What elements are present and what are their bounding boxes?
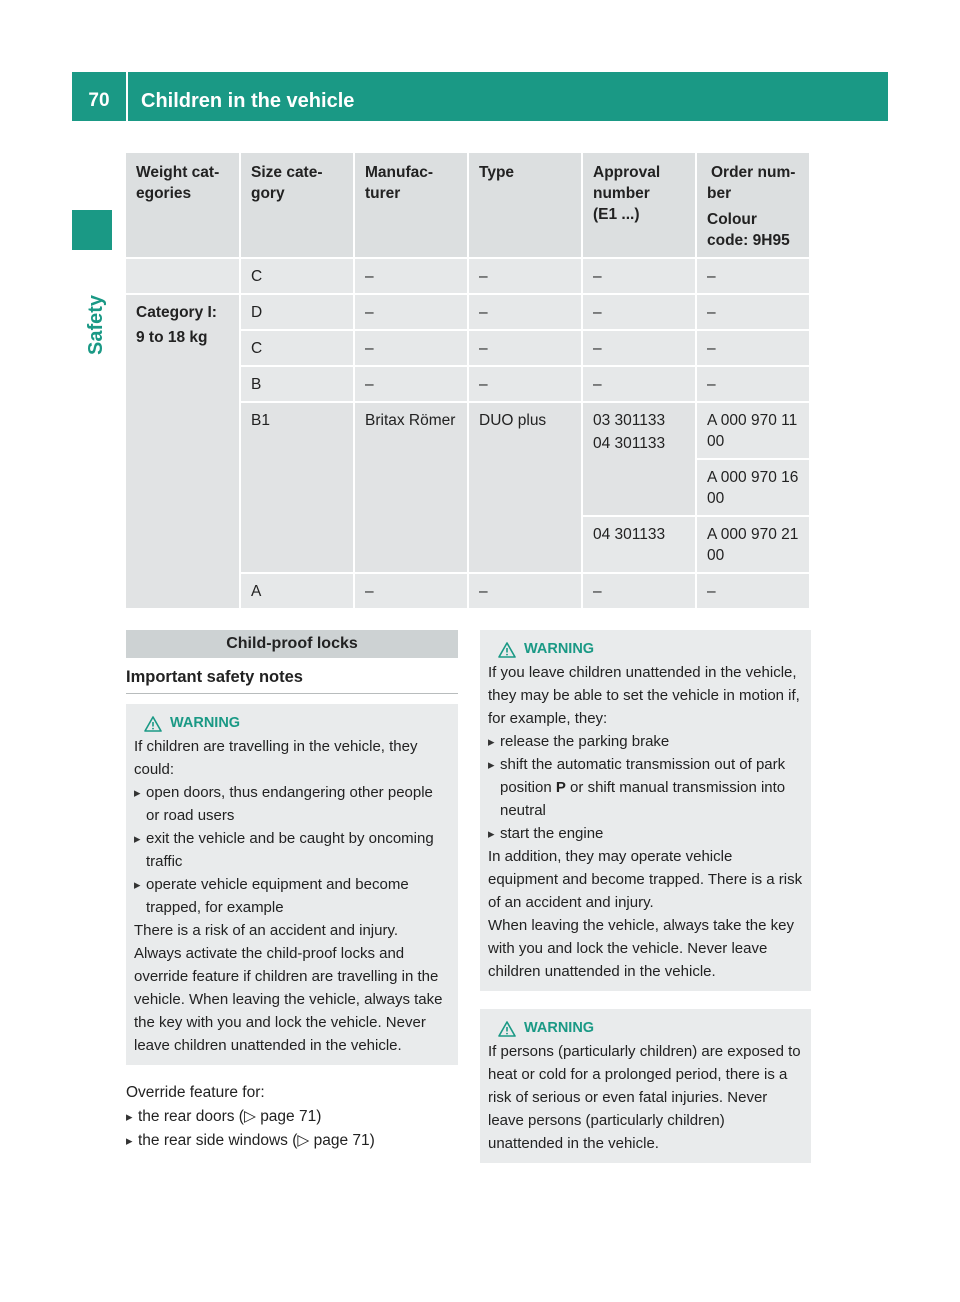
size-cell: B1 [241,403,355,574]
warning-label: WARNING [524,641,595,657]
override-list [126,1105,458,1153]
list-item: ▸ operate vehicle equipment and become trapped, for example [134,873,450,919]
order-cell: – [697,367,811,403]
order-cell: – [697,574,811,610]
category-cell: Category I: 9 to 18 kg [126,295,241,610]
warning-list [134,781,450,919]
warning-header [498,1017,803,1040]
col-approval: Approval number (E1 ...) [583,153,697,259]
warning-text: If persons (particularly children) are exposed to heat or cold for a prolonged period, there is a risk of serious or even fatal injuries. Never leave persons (particularly children) unattended in the vehicle. [488,1043,801,1152]
size-cell: C [241,259,355,295]
sidebar-section-label: Safety [85,294,107,355]
child-seat-table [126,153,811,610]
warning-triangle-icon [498,1021,516,1037]
col-manufacturer: Manufac- turer [355,153,469,259]
order-cell: A 000 970 21 00 [697,517,811,574]
warning-advice: Always activate the child-proof locks and override feature if children are travelling in the vehicle. When leaving the vehicle, always take the key with you and lock the vehicle. Never leave children unattended in the vehicle. [134,945,443,1054]
list-item: ▸ release the parking brake [488,730,803,753]
size-cell: C [241,331,355,367]
warning-triangle-icon [498,642,516,658]
size-cell: D [241,295,355,331]
left-column [126,630,458,1153]
order-cell: – [697,295,811,331]
size-cell: A [241,574,355,610]
warning-header [498,638,803,661]
list-item: ▸ open doors, thus endangering other people or road users [134,781,450,827]
page-header [72,72,888,121]
order-cell: A 000 970 16 00 [697,460,811,517]
subheading: Important safety notes [126,668,458,694]
manufacturer-cell: – [355,574,469,610]
order-cell: A 000 970 11 00 [697,403,811,460]
col-size-category: Size cate- gory [241,153,355,259]
manufacturer-cell: – [355,331,469,367]
table-header-row [126,153,811,259]
warning-triangle-icon [144,716,162,732]
type-cell: DUO plus [469,403,583,574]
manufacturer-cell: Britax Römer [355,403,469,574]
manufacturer-cell: – [355,295,469,331]
type-cell: – [469,331,583,367]
empty-cell [126,259,241,295]
type-cell: – [469,367,583,403]
warning-header [144,712,450,735]
size-cell: B [241,367,355,403]
warning-box [480,630,811,991]
warning-addition: In addition, they may operate vehicle equipment and become trapped. There is a risk of an accident and injury. [488,848,803,911]
warning-intro: If children are travelling in the vehicle, they could: [134,738,418,778]
page-title: Children in the vehicle [141,90,355,112]
approval-cell: – [583,574,697,610]
warning-box [480,1009,811,1163]
warning-risk: There is a risk of an accident and injury. [134,922,399,939]
header-divider [126,72,128,121]
table-row [126,295,811,331]
warning-box [126,704,458,1065]
order-cell: – [697,331,811,367]
list-item: ▸ start the engine [488,822,803,845]
page-number: 70 [88,90,110,111]
list-item: ▸ the rear doors (▷ page 71) [126,1105,458,1129]
approval-cell: – [583,295,697,331]
approval-cell: – [583,367,697,403]
approval-cell: – [583,331,697,367]
right-column [480,630,811,1163]
approval-cell: 03 301133 04 301133 [583,403,697,517]
sidebar-marker [72,210,112,250]
warning-label: WARNING [524,1020,595,1036]
manufacturer-cell: – [355,259,469,295]
section-title: Child-proof locks [126,630,458,658]
type-cell: – [469,295,583,331]
type-cell: – [469,574,583,610]
type-cell: – [469,259,583,295]
approval-cell: 04 301133 [583,517,697,574]
approval-cell: – [583,259,697,295]
warning-list [488,730,803,845]
manufacturer-cell: – [355,367,469,403]
list-item: ▸ shift the automatic transmission out of park position P or shift manual transmission into neutral [488,753,803,822]
warning-intro: If you leave children unattended in the vehicle, they may be able to set the vehicle in motion if, for example, they: [488,664,800,727]
col-weight-category: Weight cat- egories [126,153,241,259]
warning-label: WARNING [170,715,241,731]
list-item: ▸ the rear side windows (▷ page 71) [126,1129,458,1153]
table-row [126,259,811,295]
override-intro: Override feature for: [126,1084,265,1101]
order-cell: – [697,259,811,295]
col-order-number: Order num- ber Colour code: 9H95 [697,153,811,259]
list-item: ▸ exit the vehicle and be caught by oncoming traffic [134,827,450,873]
col-type: Type [469,153,583,259]
warning-advice: When leaving the vehicle, always take the key with you and lock the vehicle. Never leave children unattended in the vehicle. [488,917,794,980]
